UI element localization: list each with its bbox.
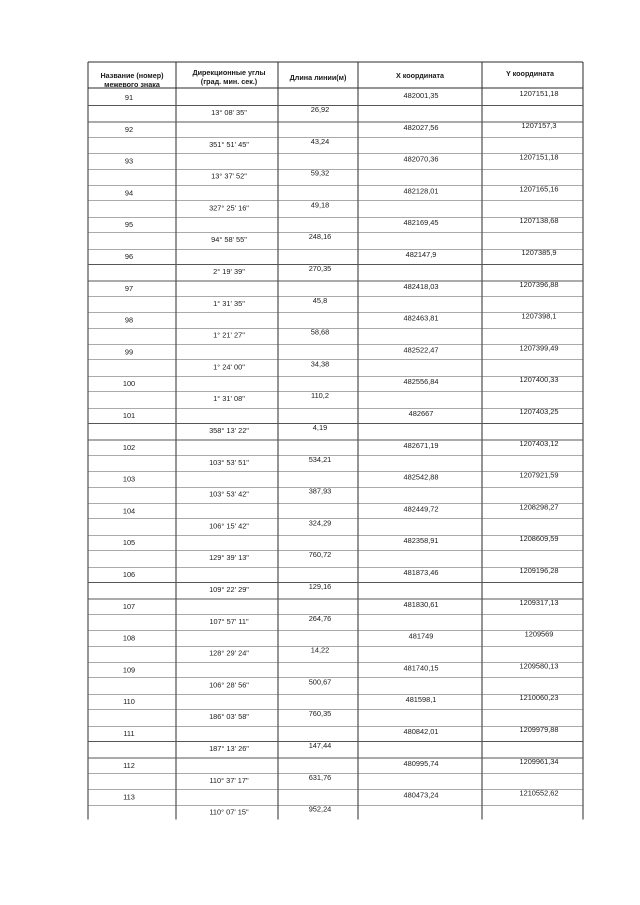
point-name-cell: 99 [124,347,134,357]
y-coordinate-cell: 1207396,88 [519,279,559,289]
x-coordinate-cell: 482667 [408,409,434,418]
point-name-cell: 106 [122,570,136,579]
x-coordinate-cell: 481598,1 [405,695,437,705]
y-coordinate-cell: 1210060,23 [519,693,559,703]
point-name-cell: 96 [124,252,134,261]
header-y-coordinate: Y координата [506,69,554,78]
line-length-cell: 49,18 [310,200,330,210]
x-coordinate-cell: 481740,15 [403,663,439,673]
y-coordinate-cell: 1207403,25 [519,407,559,416]
y-coordinate-cell: 1207138,68 [519,216,559,226]
x-coordinate-cell: 482027,56 [403,122,439,132]
point-name-cell: 110 [123,697,135,707]
point-name-cell: 102 [122,442,136,452]
point-name-cell: 97 [124,283,134,293]
direction-angle-cell: 129° 39' 13" [209,553,249,563]
x-coordinate-cell: 482128,01 [403,186,439,196]
y-coordinate-cell: 1207151,18 [519,89,559,98]
x-coordinate-cell: 482522,47 [403,345,439,355]
point-name-cell: 100 [122,379,136,389]
table-grid [88,62,583,820]
point-name-cell: 103 [122,474,136,484]
direction-angle-cell: 110° 07' 15" [209,807,249,817]
y-coordinate-cell: 1207403,12 [519,438,559,448]
y-coordinate-cell: 1207398,1 [521,311,557,321]
x-coordinate-cell: 481830,61 [403,599,439,609]
line-length-cell: 34,38 [310,359,330,369]
line-length-cell: 147,44 [308,741,332,750]
direction-angle-cell: 1° 21' 27" [213,330,245,340]
y-coordinate-cell: 1207157,3 [521,120,557,130]
direction-angle-cell: 103° 53' 51" [209,457,249,467]
x-coordinate-cell: 482556,84 [403,377,439,387]
x-coordinate-cell: 482542,88 [403,472,439,482]
y-coordinate-cell: 1207400,33 [519,375,559,385]
header-length: Длина линии(м) [289,73,347,82]
line-length-cell: 760,35 [308,709,332,719]
line-length-cell: 387,93 [308,486,332,496]
y-coordinate-cell: 1210552,62 [519,788,559,798]
line-length-cell: 14,22 [310,645,330,655]
line-length-cell: 264,76 [308,613,332,623]
direction-angle-cell: 106° 28' 56" [209,680,249,690]
y-coordinate-cell: 1209979,88 [519,725,559,734]
x-coordinate-cell: 482449,72 [403,504,439,514]
line-length-cell: 270,35 [308,264,332,273]
point-name-cell: 104 [122,506,136,516]
header-angle-line2: (град. мин. сек.) [200,77,258,86]
y-coordinate-cell: 1207385,9 [521,248,557,257]
x-coordinate-cell: 480842,01 [403,727,439,736]
header-angle-line1: Дирекционные углы [192,68,266,77]
line-length-cell: 248,16 [308,232,332,242]
line-length-cell: 129,16 [308,582,332,591]
y-coordinate-cell: 1209317,13 [519,597,559,607]
direction-angle-cell: 1° 24' 00" [213,362,245,372]
y-coordinate-cell: 1208609,59 [519,534,559,544]
point-name-cell: 91 [124,93,134,102]
x-coordinate-cell: 482463,81 [403,313,439,323]
direction-angle-cell: 327° 25' 16" [209,203,249,213]
direction-angle-cell: 2° 19' 39" [213,267,245,276]
x-coordinate-cell: 481749 [408,631,434,641]
x-coordinate-cell: 482418,03 [403,281,439,291]
y-coordinate-cell: 1207399,49 [519,343,559,353]
x-coordinate-cell: 482671,19 [403,440,439,450]
direction-angle-cell: 186° 03' 58" [209,712,249,722]
x-coordinate-cell: 481873,46 [403,568,439,577]
point-name-cell: 92 [124,124,134,134]
x-coordinate-cell: 482001,35 [403,91,439,100]
point-name-cell: 93 [124,156,134,166]
direction-angle-cell: 128° 29' 24" [209,648,249,658]
x-coordinate-cell: 482169,45 [403,218,439,228]
point-name-cell: 94 [124,188,134,198]
direction-angle-cell: 187° 13' 26" [209,744,249,753]
direction-angle-cell: 106° 15' 42" [209,521,249,531]
direction-angle-cell: 1° 31' 08" [213,394,245,404]
y-coordinate-cell: 1209961,34 [519,756,559,766]
line-length-cell: 43,24 [310,136,330,146]
direction-angle-cell: 351° 51' 45" [209,139,249,149]
line-length-cell: 534,21 [308,454,332,464]
point-name-cell: 108 [122,633,136,643]
line-length-cell: 952,24 [308,804,332,814]
point-name-cell: 112 [123,760,135,770]
direction-angle-cell: 109° 22' 29" [209,585,249,594]
point-name-cell: 95 [124,220,134,230]
point-name-cell: 105 [122,538,136,548]
y-coordinate-cell: 1207921,59 [519,470,559,480]
point-name-cell: 98 [124,315,134,325]
point-name-cell: 113 [123,792,135,802]
line-length-cell: 59,32 [310,168,330,178]
x-coordinate-cell: 482070,36 [403,154,439,164]
y-coordinate-cell: 1209580,13 [519,661,559,671]
x-coordinate-cell: 480473,24 [403,790,439,800]
point-name-cell: 107 [122,601,136,611]
x-coordinate-cell: 482147,9 [405,250,437,259]
y-coordinate-cell: 1209196,28 [519,566,559,575]
direction-angle-cell: 1° 31' 35" [213,298,245,308]
line-length-cell: 58,68 [310,327,330,337]
point-name-cell: 109 [122,665,136,675]
direction-angle-cell: 13° 08' 35" [211,108,247,117]
header-name-line2: межевого знака [104,80,160,89]
y-coordinate-cell: 1207165,16 [519,184,559,194]
x-coordinate-cell: 480995,74 [403,758,439,768]
line-length-cell: 4,19 [312,423,328,432]
y-coordinate-cell: 1208298,27 [519,502,559,512]
line-length-cell: 45,8 [312,295,328,305]
line-length-cell: 110,2 [311,391,329,401]
direction-angle-cell: 103° 53' 42" [209,489,249,499]
header-name-line1: Название (номер) [100,71,164,80]
line-length-cell: 324,29 [308,518,332,528]
point-name-cell: 111 [123,729,135,738]
line-length-cell: 631,76 [308,772,332,782]
line-length-cell: 26,92 [310,105,330,114]
y-coordinate-cell: 1207151,18 [519,152,559,162]
line-length-cell: 760,72 [308,550,332,560]
y-coordinate-cell: 1209569 [524,629,554,639]
direction-angle-cell: 107° 57' 11" [209,616,249,626]
line-length-cell: 500,67 [308,677,332,687]
direction-angle-cell: 94° 58' 55" [211,235,247,245]
x-coordinate-cell: 482358,91 [403,536,439,546]
table-header [100,68,555,89]
direction-angle-cell: 13° 37' 52" [211,171,247,181]
direction-angle-cell: 358° 13' 22" [209,426,249,435]
table-body [123,89,559,817]
direction-angle-cell: 110° 37' 17" [209,775,249,785]
header-x-coordinate: X координата [395,71,445,80]
point-name-cell: 101 [122,411,136,420]
